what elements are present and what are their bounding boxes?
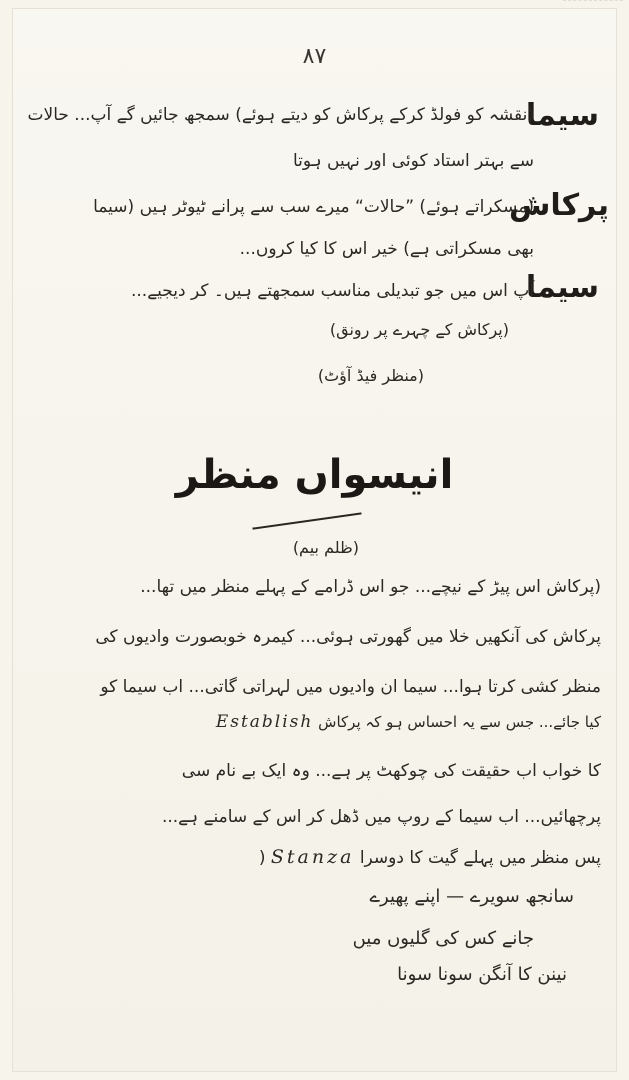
body-line-1: (پرکاش اس پیڑ کے نیچے... جو اس ڈرامے کے پہلے منظر میں تھا... bbox=[140, 577, 601, 597]
scene-fade-out: (منظر فیڈ آؤٹ) bbox=[317, 366, 424, 385]
scene-title: انیسواں منظر bbox=[175, 452, 454, 498]
dialogue-2-line-1: (مسکراتے ہوئے) ”حالات“ میرے سب سے پرانے ٹیوٹر ہیں (سیما bbox=[93, 197, 534, 217]
speaker-seema-1: سیما bbox=[525, 98, 599, 133]
speaker-prakash: پرکاش bbox=[508, 188, 609, 223]
body-line-3: منظر کشی کرتا ہوا... سیما ان وادیوں میں لہراتی گاتی... اب سیما کو bbox=[100, 677, 601, 697]
body-line-4-english-term: Establish bbox=[215, 712, 314, 732]
song-line-3: نینن کا آنگن سونا سونا bbox=[397, 964, 567, 985]
dialogue-1-line-2: سے بہتر استاد کوئی اور نہیں ہوتا bbox=[292, 151, 534, 171]
body-line-5: کا خواب اب حقیقت کی چوکھٹ پر ہے... وہ ایک بے نام سی bbox=[181, 761, 601, 781]
page-corner-mark bbox=[563, 0, 623, 25]
dialogue-1-line-1: (نقشہ کو فولڈ کرکے پرکاش کو دیتے ہوئے) سمجھ جائیں گے آپ... حالات bbox=[27, 105, 534, 125]
body-line-7-english-term: Stanza bbox=[270, 846, 355, 868]
page-number: ۸۷ bbox=[302, 44, 327, 69]
body-line-7 bbox=[259, 846, 601, 868]
body-line-7-urdu: پس منظر میں پہلے گیت کا دوسرا bbox=[359, 848, 601, 868]
speaker-seema-2: سیما bbox=[525, 270, 599, 305]
body-line-6: پرچھائیں... اب سیما کے روپ میں ڈھل کر اس کے سامنے ہے... bbox=[161, 807, 601, 827]
dialogue-3-line-2: (پرکاش کے چہرے پر رونق) bbox=[329, 320, 509, 339]
song-line-2: جانے کس کی گلیوں میں bbox=[352, 928, 534, 949]
body-line-2: پرکاش کی آنکھیں خلا میں گھورتی ہوئی... کیمرہ خوبصورت وادیوں کی bbox=[95, 627, 601, 647]
song-line-1: سانجھ سویرے — اپنے پھیرے bbox=[369, 886, 574, 907]
body-line-4 bbox=[216, 712, 601, 732]
dialogue-2-line-2: بھی مسکراتی ہے) خیر اس کا کیا کروں... bbox=[239, 239, 534, 259]
body-line-4-urdu: کیا جائے... جس سے یہ احساس ہو کہ پرکاش bbox=[318, 713, 601, 731]
dialogue-3-line-1: آپ اس میں جو تبدیلی مناسب سمجھتے ہیں۔ کر دیجیے... bbox=[131, 281, 534, 301]
scene-heading: (ظلم بیم) bbox=[292, 538, 359, 557]
body-line-7-paren: ( bbox=[258, 848, 266, 868]
